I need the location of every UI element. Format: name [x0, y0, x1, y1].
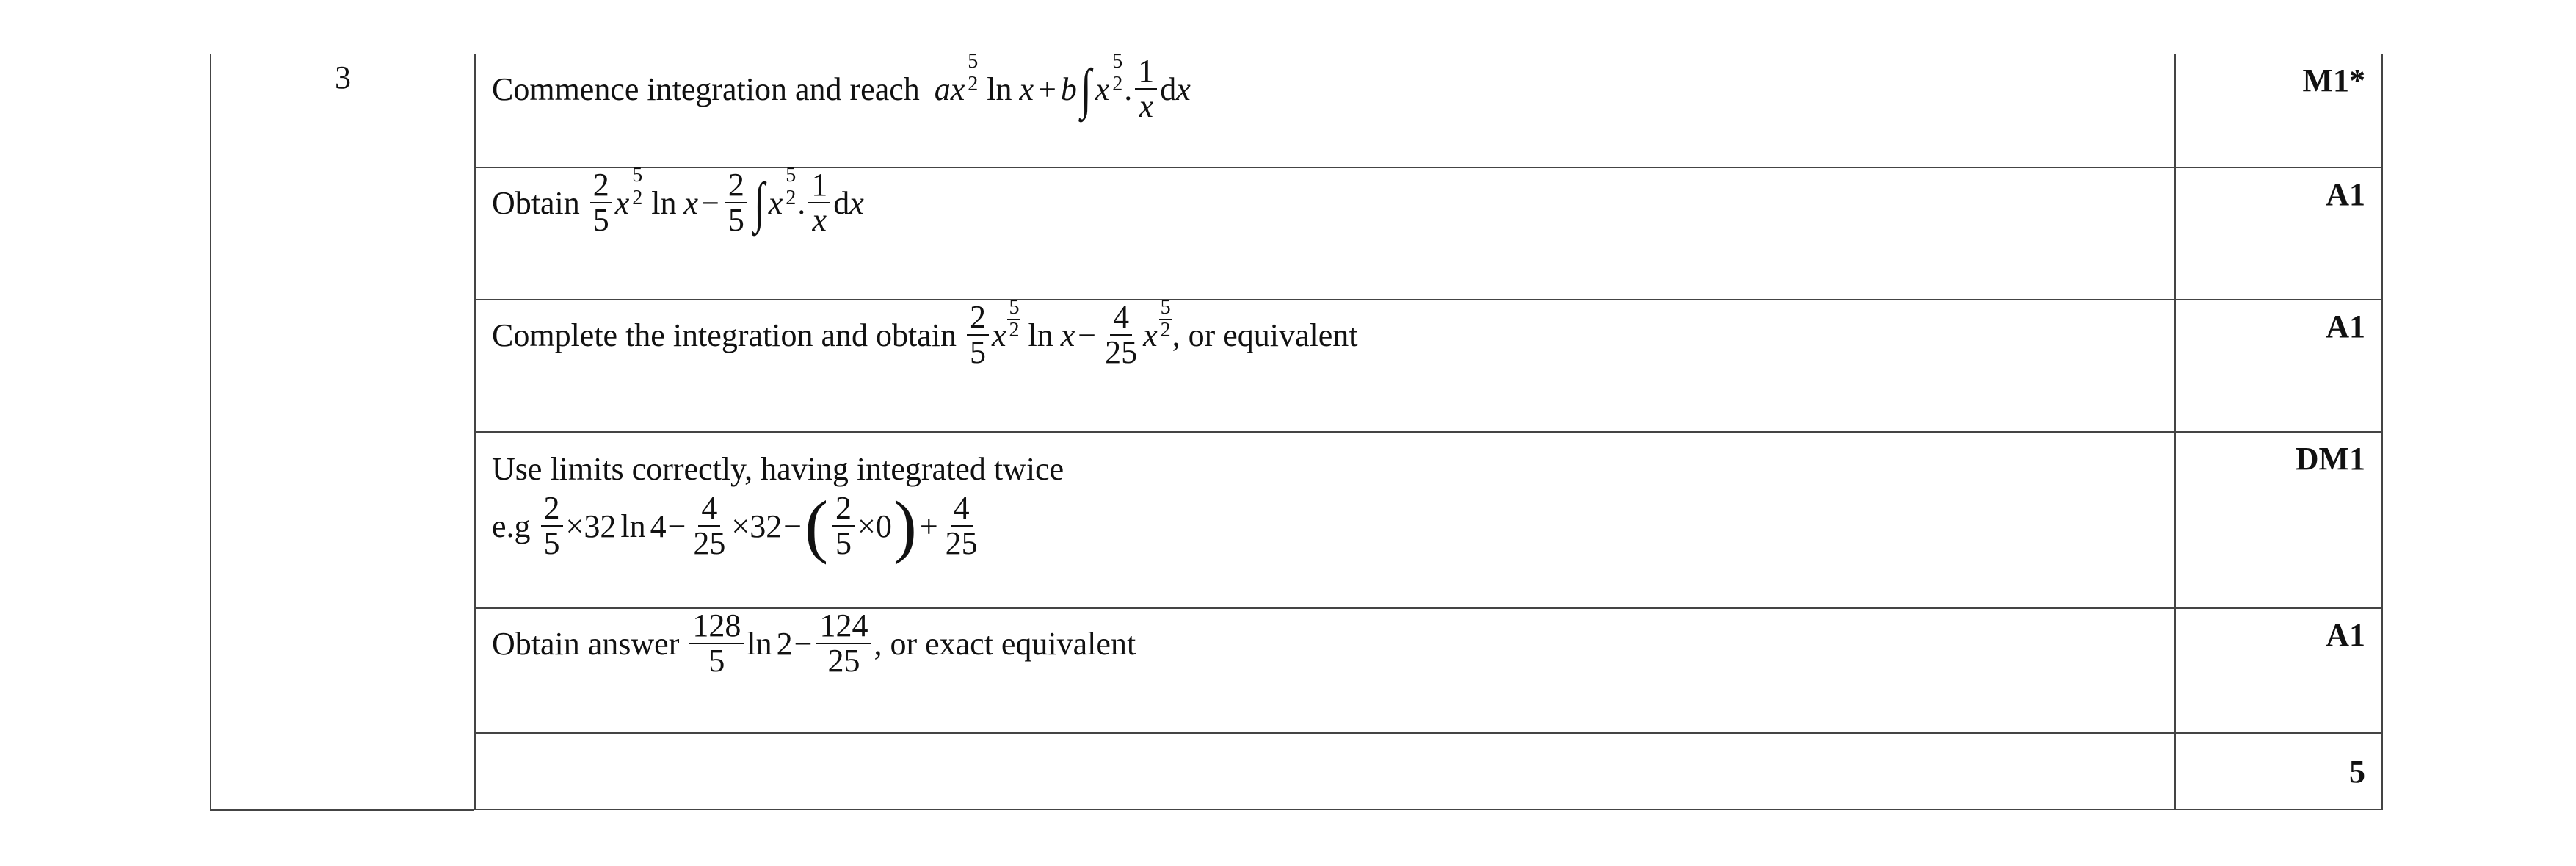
answer-line: [492, 50, 2174, 125]
frac-num: 2: [967, 300, 989, 336]
exponent-fraction: [631, 165, 644, 209]
math-x: x: [1176, 71, 1191, 107]
frac-den: 25: [693, 525, 726, 561]
frac-den: 5: [543, 525, 560, 561]
exponent-fraction: [1159, 297, 1172, 341]
frac-den: 5: [708, 643, 725, 679]
answer-cell: [475, 432, 2175, 608]
frac-den: 5: [592, 202, 609, 239]
answer-text: Commence integration and reach: [492, 71, 920, 107]
math-x: x: [991, 317, 1006, 353]
frac-den: 5: [969, 334, 986, 371]
math-x: x: [1143, 317, 1158, 353]
math-number: 0: [875, 508, 892, 544]
answer-line: [492, 609, 2174, 678]
mark-code: A1: [2326, 617, 2365, 653]
answer-line: [492, 164, 2174, 239]
answer-suffix: , or exact equivalent: [874, 625, 1136, 662]
mark-cell: [2175, 167, 2382, 300]
math-x: x: [1019, 71, 1034, 107]
exp-den: 2: [968, 72, 979, 95]
table-row: [211, 432, 2382, 608]
frac-num: 4: [698, 491, 720, 527]
exp-num: 5: [1009, 296, 1020, 320]
exponent-fraction: [1007, 297, 1020, 341]
mark-cell: [2175, 608, 2382, 733]
frac-num: 124: [816, 609, 871, 644]
math-plus: +: [919, 508, 938, 544]
frac-num: 2: [832, 491, 855, 527]
math-x: x: [849, 184, 864, 221]
frac-num: 4: [1110, 300, 1132, 336]
frac-den: 25: [945, 525, 978, 561]
math-minus: −: [701, 184, 719, 221]
fraction: [943, 491, 981, 560]
math-a: a: [934, 71, 951, 107]
math-minus: −: [783, 508, 802, 544]
question-number-cell: [211, 54, 475, 809]
answer-text: Obtain answer: [492, 625, 680, 662]
mark-code: M1*: [2302, 62, 2365, 98]
mark-code: DM1: [2295, 441, 2365, 477]
frac-num: 2: [541, 491, 563, 527]
answer-cell: [475, 608, 2175, 733]
fraction: [689, 609, 744, 678]
frac-den: 25: [827, 643, 860, 679]
table-row: [211, 54, 2382, 167]
answer-heading: Use limits correctly, having integrated twice: [492, 451, 1064, 487]
exp-num: 5: [786, 164, 797, 187]
fraction: [1135, 54, 1157, 123]
mark-code: A1: [2326, 176, 2365, 212]
fraction: [1102, 300, 1140, 369]
frac-num: 2: [590, 168, 612, 203]
math-minus: −: [794, 625, 813, 662]
answer-cell: [475, 296, 2175, 432]
mark-cell: [2175, 300, 2382, 432]
answer-suffix: , or equivalent: [1172, 317, 1358, 353]
total-mark: 5: [2349, 753, 2365, 790]
math-d: d: [833, 184, 850, 221]
answer-cell-empty: [475, 733, 2175, 809]
math-x: x: [768, 184, 783, 221]
mark-scheme-table: [210, 50, 2383, 810]
math-minus: −: [1078, 317, 1097, 353]
math-x: x: [614, 184, 630, 221]
exp-den: 2: [1112, 72, 1123, 95]
frac-den: 25: [1105, 334, 1138, 371]
answer-line: [492, 486, 2174, 565]
math-number: 2: [776, 625, 793, 662]
exp-num: 5: [968, 50, 979, 73]
exponent-fraction: [966, 51, 979, 95]
math-ln: ln: [620, 508, 646, 544]
exponent-fraction: [1111, 51, 1124, 95]
math-number: 32: [584, 508, 617, 544]
integral-sign: ∫: [1081, 58, 1092, 120]
math-ln: ln: [1028, 317, 1053, 353]
total-mark-cell: [2175, 733, 2382, 809]
answer-line: [492, 296, 2174, 371]
frac-num: 4: [951, 491, 973, 527]
exp-den: 2: [1160, 318, 1171, 342]
fraction: [590, 168, 612, 237]
mark-code: A1: [2326, 308, 2365, 344]
fraction: [541, 491, 563, 560]
math-times: ×: [731, 508, 750, 544]
math-times: ×: [565, 508, 584, 544]
fraction: [816, 609, 871, 678]
math-x: x: [1060, 317, 1075, 353]
exp-num: 5: [1112, 50, 1123, 73]
left-paren: (: [805, 486, 829, 565]
math-plus: +: [1038, 71, 1056, 107]
fraction: [832, 491, 855, 560]
math-ln: ln: [987, 71, 1012, 107]
exponent-fraction: [784, 165, 797, 209]
answer-cell: [475, 164, 2175, 300]
math-dot: .: [797, 184, 806, 221]
fraction: [967, 300, 989, 369]
exp-den: 2: [786, 186, 797, 209]
exp-num: 5: [632, 164, 643, 187]
math-ln: ln: [651, 184, 677, 221]
exp-num: 5: [1160, 296, 1171, 320]
frac-num: 1: [1135, 54, 1157, 90]
math-d: d: [1160, 71, 1177, 107]
frac-num: 1: [808, 168, 830, 203]
frac-den: 5: [728, 202, 744, 239]
question-number: 3: [335, 59, 351, 95]
right-paren: ): [893, 486, 917, 565]
exp-den: 2: [632, 186, 643, 209]
math-dot: .: [1124, 71, 1133, 107]
math-minus: −: [667, 508, 686, 544]
table-row: [211, 608, 2382, 733]
total-row: [211, 733, 2382, 809]
math-ln: ln: [747, 625, 772, 662]
mark-cell: [2175, 54, 2382, 167]
table-row: [211, 167, 2382, 300]
frac-den: x: [1139, 88, 1154, 125]
math-x: x: [950, 71, 965, 107]
mark-cell: [2175, 432, 2382, 608]
answer-prefix: e.g: [492, 508, 531, 544]
frac-den: x: [812, 202, 827, 239]
frac-num: 128: [689, 609, 744, 644]
math-x: x: [1095, 71, 1110, 107]
answer-text: Complete the integration and obtain: [492, 317, 957, 353]
integral-sign: ∫: [754, 172, 765, 234]
fraction: [690, 491, 728, 560]
math-b: b: [1060, 71, 1077, 107]
answer-text: Obtain: [492, 184, 580, 221]
frac-num: 2: [725, 168, 747, 203]
math-number: 4: [650, 508, 667, 544]
fraction: [725, 168, 747, 237]
table-row: [211, 300, 2382, 432]
fraction: [808, 168, 830, 237]
math-x: x: [683, 184, 699, 221]
exp-den: 2: [1009, 318, 1020, 342]
math-number: 32: [750, 508, 783, 544]
math-times: ×: [857, 508, 876, 544]
frac-den: 5: [835, 525, 852, 561]
answer-cell: [475, 50, 2175, 167]
